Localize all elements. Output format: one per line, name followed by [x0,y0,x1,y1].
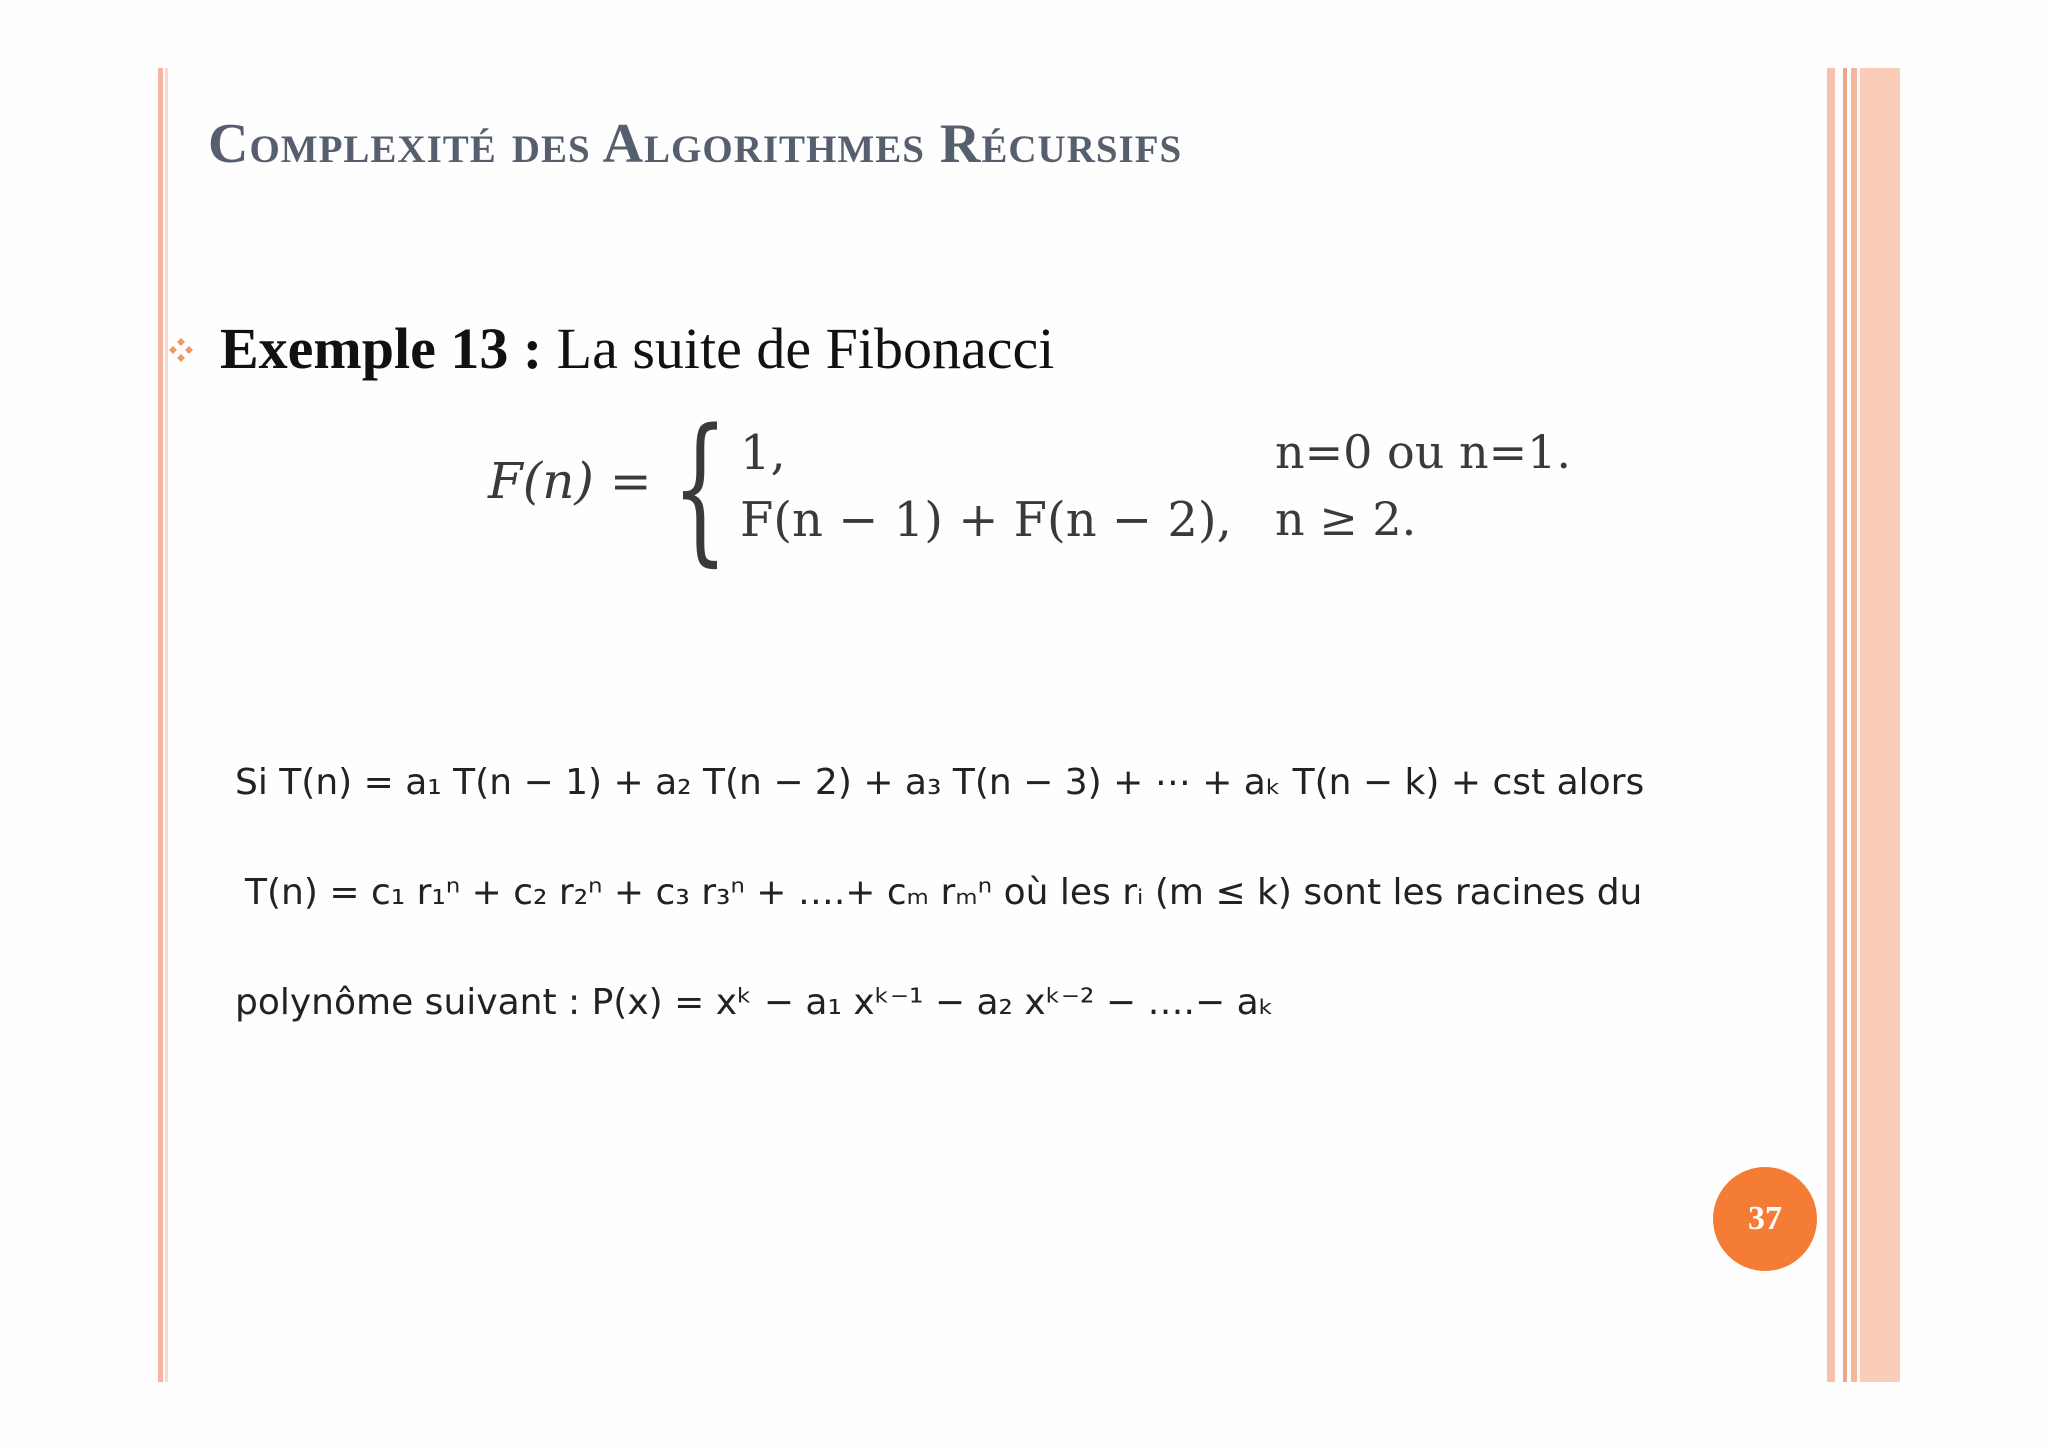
fibonacci-case2-value: F(n − 1) + F(n − 2), [740,492,1232,548]
fibonacci-case1-value: 1, [740,425,786,481]
recurrence-formula-line-2: T(n) = c₁ r₁ⁿ + c₂ r₂ⁿ + c₃ r₃ⁿ + ….+ cₘ rₘⁿ où les rᵢ (m ≤ k) sont les racines du [245,872,1643,913]
left-border-rule-inner [165,68,168,1382]
left-brace: { [672,394,728,581]
left-border-rule [158,68,163,1382]
recurrence-formula-line-3: polynôme suivant : P(x) = xᵏ − a₁ xᵏ⁻¹ − a₂ xᵏ⁻² − ….− aₖ [235,982,1274,1023]
example-label: Exemple 13 : [220,316,543,381]
slide-title: Complexité des Algorithmes Récursifs [208,113,1183,175]
right-border-stripe [1843,68,1847,1382]
page-number-badge: 37 [1713,1167,1817,1271]
fibonacci-case2-condition: n ≥ 2. [1275,492,1417,546]
right-border-stripe [1860,68,1900,1382]
fibonacci-lhs: F(n) = [488,452,652,510]
fibonacci-case1-condition: n=0 ou n=1. [1275,425,1572,479]
example-heading [220,315,1054,382]
right-border-stripe [1851,68,1857,1382]
four-diamond-bullet-icon [168,337,194,363]
right-border-stripe [1827,68,1835,1382]
example-description: La suite de Fibonacci [556,316,1055,381]
recurrence-formula-line-1: Si T(n) = a₁ T(n − 1) + a₂ T(n − 2) + a₃ T(n − 3) + ⋯ + aₖ T(n − k) + cst alors [235,762,1645,803]
